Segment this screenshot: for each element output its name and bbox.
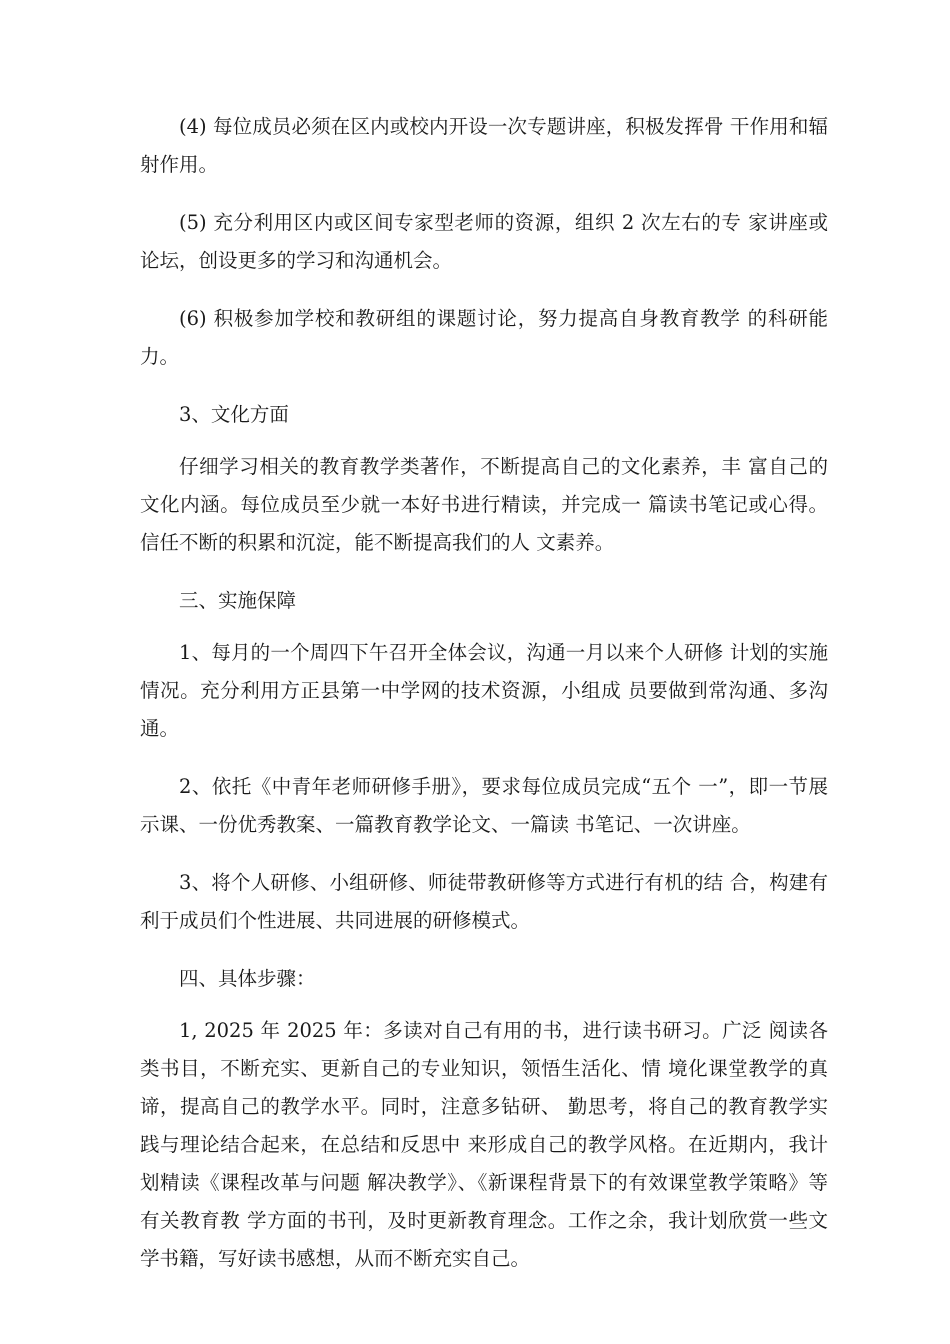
paragraph-item-5-experts: (5) 充分利用区内或区间专家型老师的资源，组织 2 次左右的专 家讲座或论坛，创设更多的学习和沟通机会。: [140, 211, 828, 272]
section-heading-steps: 四、具体步骤：: [179, 967, 316, 990]
section-heading-implementation: 三、实施保障: [179, 589, 297, 612]
document-page: [140, 108, 828, 1298]
paragraph-culture: 仔细学习相关的教育教学类著作，不断提高自己的文化素养，丰 富自己的文化内涵。每位成员至少就一本好书进行精读，并完成一 篇读书笔记或心得。信任不断的积累和沉淀，能不断提高我们的人 文素养。: [140, 455, 828, 554]
paragraph-steps-1: 1, 2025 年 2025 年：多读对自己有用的书，进行读书研习。广泛 阅读各类书目，不断充实、更新自己的专业知识，领悟生活化、情 境化课堂教学的真谛，提高自己的教学水平。同时，注意多钻研、 勤思考，将自己的教育教学实践与理论结合起来，在总结和反思中 来形成自己的教学风格。在近期内，我计划精读《课程改革与问题 解决教学》、《新课程背景下的有效课堂教学策略》等有关教育教 学方面的书刊，及时更新教育理念。工作之余，我计划欣赏一些文 学书籍，写好读书感想，从而不断充实自己。: [140, 1019, 828, 1270]
paragraph-implementation-2: 2、依托《中青年老师研修手册》，要求每位成员完成“五个 一”，即一节展示课、一份优秀教案、一篇教育教学论文、一篇读 书笔记、一次讲座。: [140, 775, 828, 836]
paragraph-item-6-research: (6) 积极参加学校和教研组的课题讨论，努力提高自身教育教学 的科研能力。: [140, 307, 828, 368]
paragraph-implementation-3: 3、将个人研修、小组研修、师徒带教研修等方式进行有机的结 合，构建有利于成员们个性进展、共同进展的研修模式。: [140, 871, 828, 932]
paragraph-item-4-lecture: (4) 每位成员必须在区内或校内开设一次专题讲座，积极发挥骨 干作用和辐射作用。: [140, 115, 828, 176]
paragraph-implementation-1: 1、每月的一个周四下午召开全体会议，沟通一月以来个人研修 计划的实施情况。充分利用方正县第一中学网的技术资源，小组成 员要做到常沟通、多沟通。: [140, 641, 828, 740]
section-heading-culture: 3、文化方面: [179, 403, 289, 426]
